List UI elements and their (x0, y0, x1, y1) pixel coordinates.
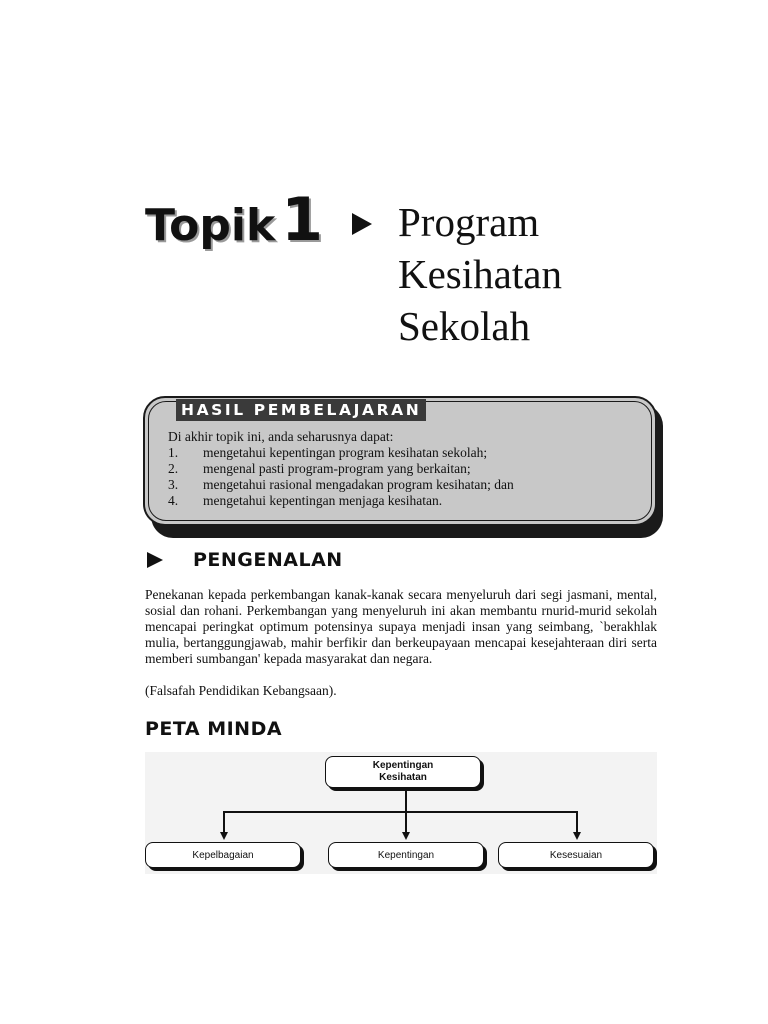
topic-number: 1 (281, 185, 323, 255)
root-node-line: Kesihatan (379, 772, 427, 783)
arrowhead-icon (402, 832, 410, 840)
mind-map-child-node: Kepentingan (328, 842, 484, 868)
list-item-text: mengetahui kepentingan program kesihatan sekolah; (203, 445, 488, 460)
list-item-number: 1. (168, 445, 179, 460)
intro-paragraph-text: Penekanan kepada perkembangan kanak-kanak secara menyeluruh dari segi jasmani, mental, sosial dan rohani. Perkembangan yang menyeluruh ini akan membantu rnurid-murid sekolah mencapai peringkat optimum potensinya supaya menjadi insan yang seimbang, `berakhlak mulia, bertanggungjawab, mahir berfikir dan berkeupayaan mencapai kesejahteraan diri serta memberi sumbangan' kepada masyarakat dan negara. (145, 587, 657, 666)
connector-line (223, 811, 225, 833)
chapter-title-line: Program (398, 199, 540, 245)
connector-line (405, 789, 407, 811)
topic-heading (145, 185, 323, 255)
connector-line (223, 811, 577, 813)
list-item-text: mengetahui rasional mengadakan program kesihatan; dan (203, 477, 514, 492)
list-item (168, 445, 514, 461)
list-item-number: 3. (168, 477, 179, 492)
section-heading-intro: PENGENALAN (193, 549, 343, 571)
list-item-text: mengetahui kepentingan menjaga kesihatan. (203, 493, 443, 508)
connector-line (576, 811, 578, 833)
mind-map-child-node: Kepelbagaian (145, 842, 301, 868)
section-arrow-icon (147, 552, 163, 568)
intro-source: (Falsafah Pendidikan Kebangsaan). (145, 683, 337, 698)
list-item-number: 4. (168, 493, 179, 508)
list-item-text: mengenal pasti program-program yang berkaitan; (203, 461, 471, 476)
topic-word: Topik (145, 200, 276, 251)
list-item (168, 493, 514, 509)
intro-paragraph (145, 587, 657, 667)
root-node-line: Kepentingan (372, 760, 434, 771)
topic-arrow-icon (352, 213, 372, 235)
arrowhead-icon (220, 832, 228, 840)
list-item (168, 461, 514, 477)
list-item (168, 477, 514, 493)
section-heading-mind-map: PETA MINDA (145, 718, 283, 740)
learning-outcomes-list (168, 445, 514, 509)
mind-map-child-node: Kesesuaian (498, 842, 654, 868)
chapter-title (398, 196, 562, 352)
chapter-title-line: Sekolah (398, 303, 531, 349)
learning-outcomes-intro: Di akhir topik ini, anda seharusnya dapat: (168, 429, 394, 444)
list-item-number: 2. (168, 461, 179, 476)
learning-outcomes-label: HASIL PEMBELAJARAN (176, 399, 426, 421)
arrowhead-icon (573, 832, 581, 840)
chapter-title-line: Kesihatan (398, 251, 562, 297)
connector-line (405, 811, 407, 833)
mind-map-root-node (325, 756, 481, 788)
